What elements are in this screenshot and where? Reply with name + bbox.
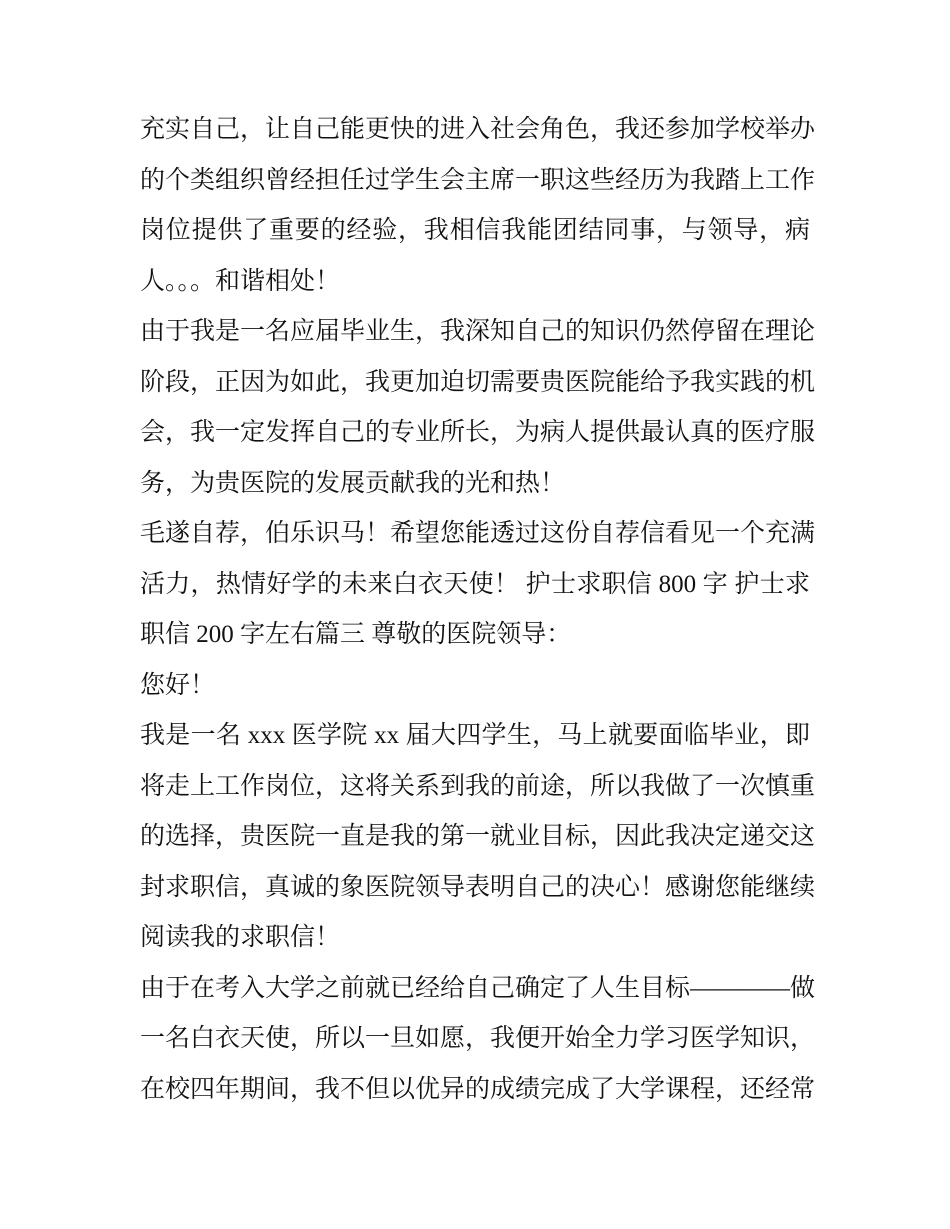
text-line: 活力，热情好学的未来白衣天使！ 护士求职信 800 字 护士求 — [140, 570, 810, 598]
document-body — [140, 105, 816, 1115]
text-line: 由于在考入大学之前就已经给自己确定了人生目标————做 — [140, 974, 816, 1002]
text-line: 会，我一定发挥自己的专业所长，为病人提供最认真的医疗服 — [140, 419, 816, 446]
text-line: 我是一名 xxx 医学院 xx 届大四学生，马上就要面临毕业，即 — [140, 722, 810, 749]
text-line: 封求职信，真诚的象医院领导表明自己的决心！感谢您能继续 — [140, 873, 816, 901]
text-line: 人。。。和谐相处！ — [140, 267, 341, 295]
text-line: 毛遂自荐，伯乐识马！希望您能透过这份自荐信看见一个充满 — [140, 520, 816, 547]
text-line: 岗位提供了重要的经验，我相信我能团结同事，与领导，病 — [140, 217, 810, 244]
text-line: 阅读我的求职信！ — [140, 924, 341, 951]
text-line: 务，为贵医院的发展贡献我的光和热！ — [140, 469, 566, 497]
text-line: 一名白衣天使，所以一旦如愿，我便开始全力学习医学知识， — [140, 1025, 816, 1052]
text-line: 职信 200 字左右篇三 尊敬的医院领导： — [140, 621, 572, 648]
text-line: 在校四年期间，我不但以优异的成绩完成了大学课程，还经常 — [140, 1075, 816, 1103]
text-line: 阶段，正因为如此，我更加迫切需要贵医院能给予我实践的机 — [140, 368, 816, 396]
text-line: 充实自己，让自己能更快的进入社会角色，我还参加学校举办 — [140, 116, 816, 143]
text-line: 将走上工作岗位，这将关系到我的前途，所以我做了一次慎重 — [140, 772, 816, 800]
text-line: 您好！ — [140, 671, 216, 699]
text-line: 的选择，贵医院一直是我的第一就业目标，因此我决定递交这 — [140, 823, 816, 850]
text-line: 由于我是一名应届毕业生，我深知自己的知识仍然停留在理论 — [140, 318, 816, 345]
text-line: 的个类组织曾经担任过学生会主席一职这些经历为我踏上工作 — [140, 166, 816, 194]
